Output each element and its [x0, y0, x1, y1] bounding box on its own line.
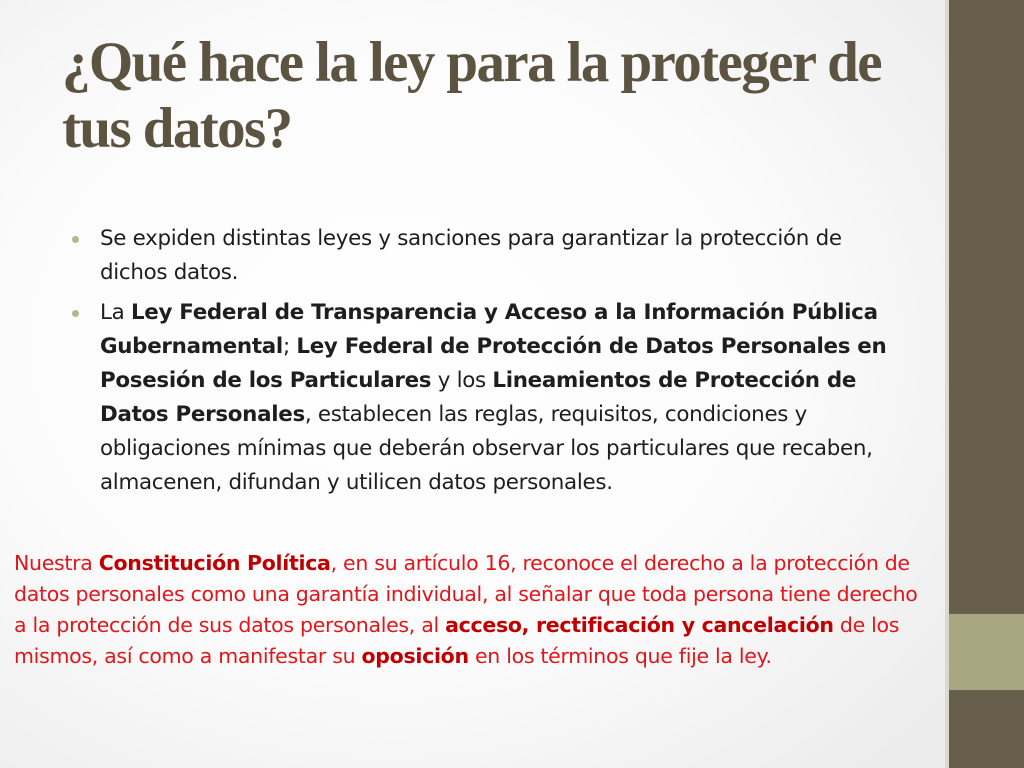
law-name-proteccion-datos: Ley Federal de Protección de Datos Personales en Posesión de los Particulares [100, 334, 887, 393]
note-text: , en su artículo 16, reconoce el derecho a la protección de datos personales como una garantía individual, al señalar que toda persona tiene derecho a la protección de sus datos personales, al [14, 551, 918, 637]
side-bar-bottom [949, 690, 1024, 768]
law-name-transparencia: Ley Federal de Transparencia y Acceso a la Información Pública Gubernamental [100, 300, 878, 359]
slide-title: ¿Qué hace la ley para la proteger de tus datos? [62, 31, 881, 160]
constitution-note [14, 548, 934, 672]
bullet-dot-icon [72, 310, 79, 317]
note-text: de los mismos, así como a manifestar su [14, 613, 900, 668]
bullet-text: y los [431, 368, 493, 393]
bullet-item-laws [70, 222, 900, 290]
note-text: Nuestra [14, 551, 99, 575]
bullet-item-federal-laws [70, 296, 900, 500]
note-bold-constitucion: Constitución Política [98, 551, 331, 575]
note-bold-oposicion: oposición [361, 644, 469, 668]
bullet-text: , establecen las reglas, requisitos, condiciones y obligaciones mínimas que deberán observar los particulares que recaben, almacenen, difundan y utilicen datos personales. [100, 402, 873, 495]
side-bar-top [949, 0, 1024, 614]
bullet-text: ; [282, 334, 297, 359]
note-text: en los términos que fije la ley. [468, 644, 772, 668]
bullet-text: La [100, 300, 131, 325]
side-bar-accent [949, 614, 1024, 690]
note-bold-derechos: acceso, rectificación y cancelación [445, 613, 834, 637]
law-name-lineamientos: Lineamientos de Protección de Datos Personales [100, 368, 857, 427]
bullet-list [70, 222, 900, 506]
bullet-text: Se expiden distintas leyes y sanciones para garantizar la protección de dichos datos. [100, 226, 842, 285]
bullet-dot-icon [72, 236, 79, 243]
